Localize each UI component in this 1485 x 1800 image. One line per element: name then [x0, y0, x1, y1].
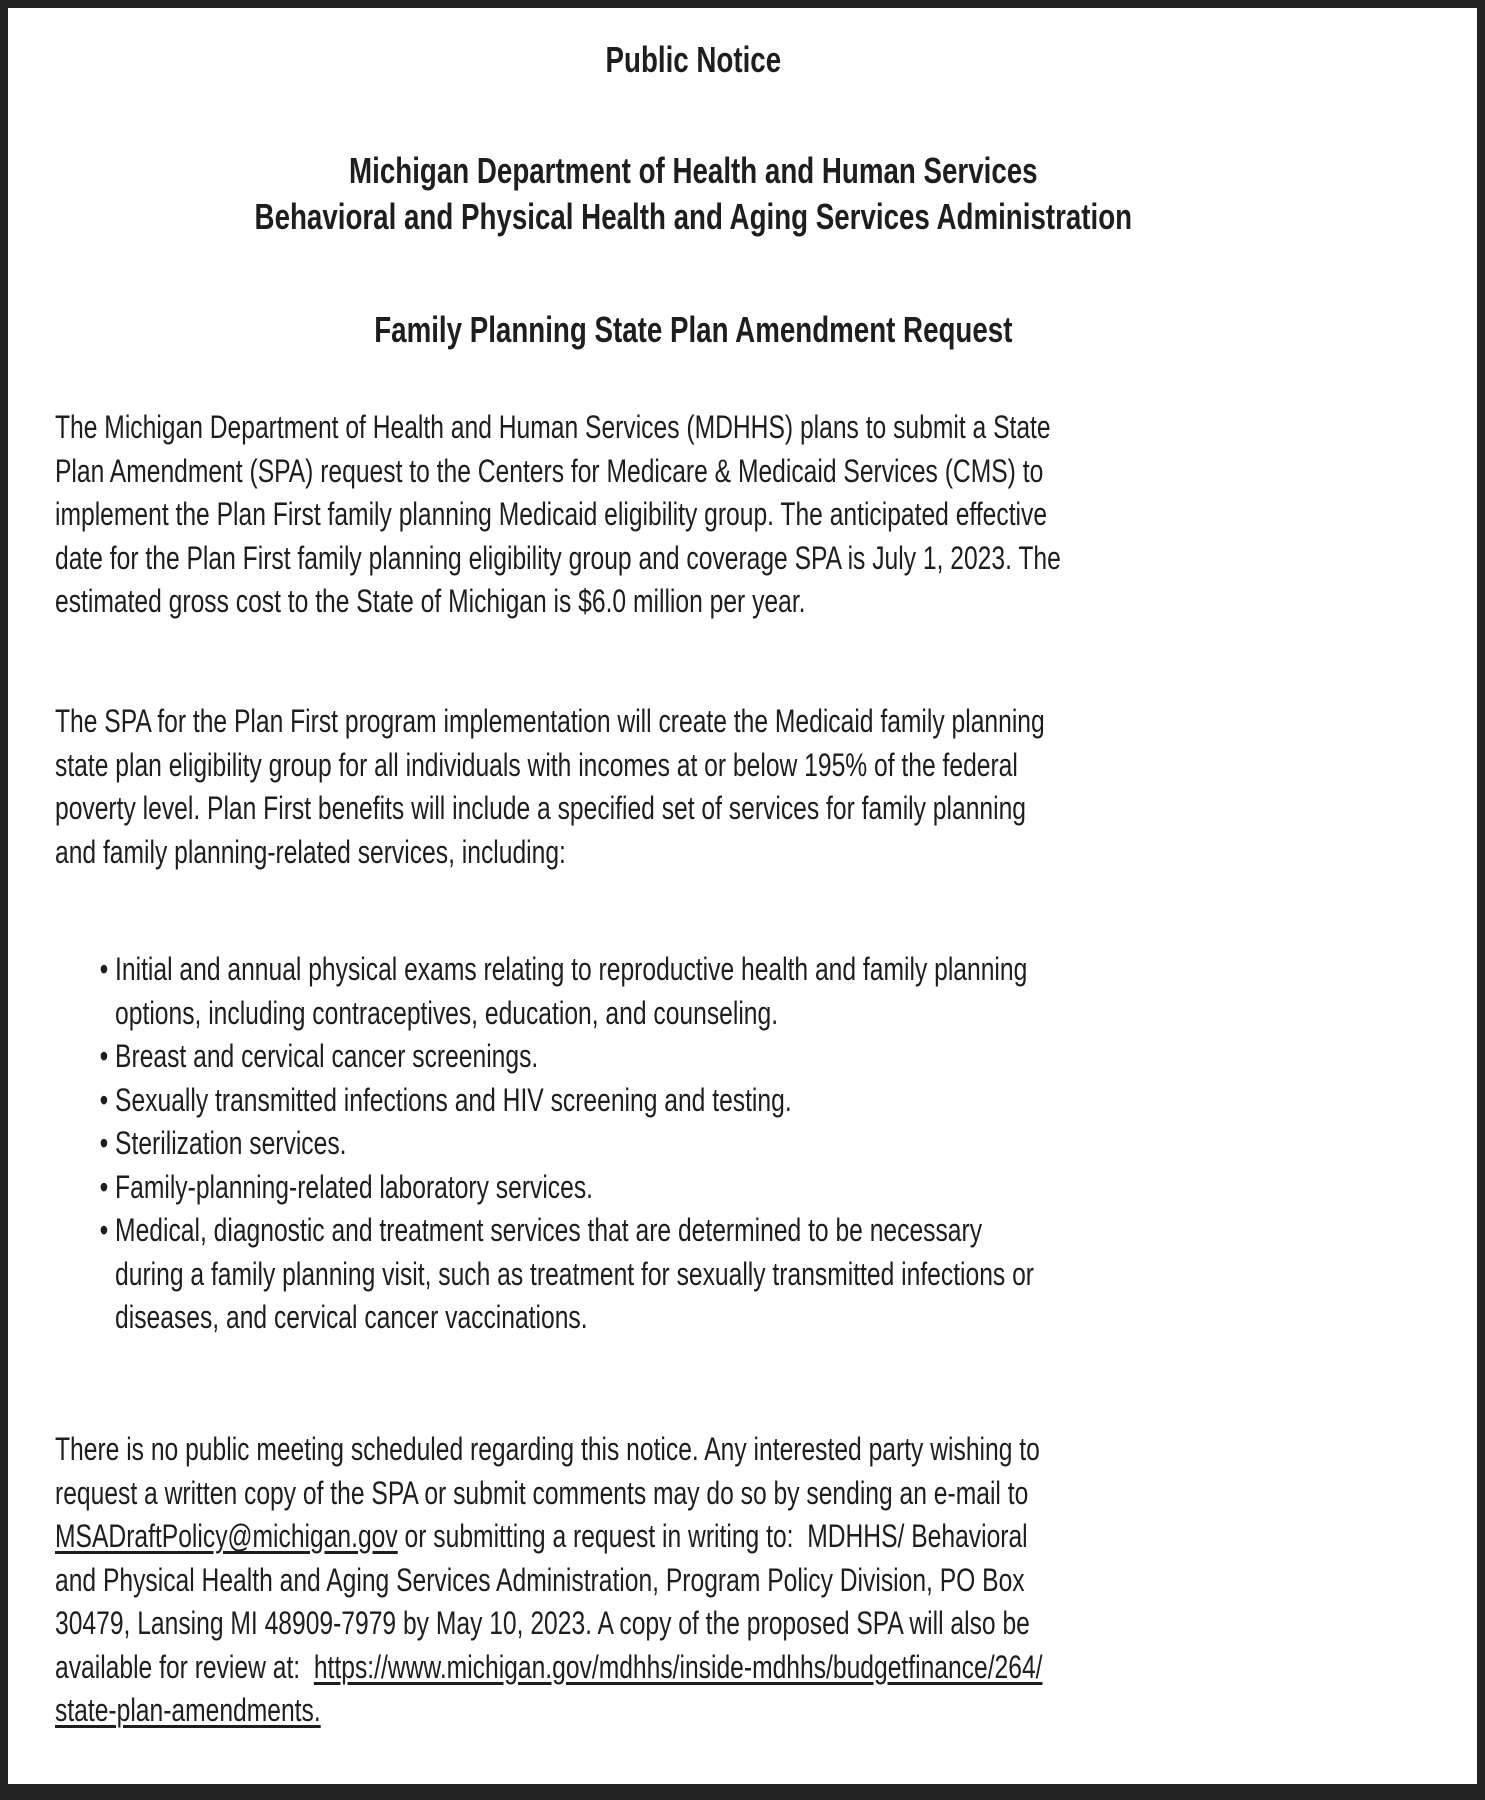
intro-line: date for the Plan First family planning eligibility group and coverage SPA is July 1, 2023. The — [55, 539, 1061, 576]
scope-line: The SPA for the Plan First program implementation will create the Medicaid family planning — [55, 703, 1045, 739]
bullet-icon: • — [99, 1081, 109, 1118]
list-item: • Sexually transmitted infections and HIV screening and testing. — [55, 1079, 1256, 1123]
bullet-icon: • — [99, 1038, 109, 1074]
administration-name: Behavioral and Physical Health and Aging Services Administration — [254, 196, 1133, 237]
scope-line: and family planning-related services, including: — [55, 833, 566, 870]
intro-paragraph — [55, 406, 1256, 624]
public-notice-page — [8, 8, 1477, 1784]
scope-paragraph — [55, 700, 1256, 874]
scope-line: state plan eligibility group for all individuals with incomes at or below 195% of the federal — [55, 746, 1018, 783]
scope-line: poverty level. Plan First benefits will include a specified set of services for family planning — [55, 790, 1026, 826]
spa-url-link-continued[interactable]: state-plan-amendments. — [55, 1692, 321, 1728]
spa-url-link[interactable]: https://www.michigan.gov/mdhhs/inside-mdhhs/budgetfinance/264/ — [313, 1648, 1043, 1685]
list-item: • Initial and annual physical exams relating to reproductive health and family planning options, including contraceptives, education, and counseling. — [55, 948, 1256, 1035]
agency-name: Michigan Department of Health and Human Services — [349, 150, 1038, 191]
list-item: • Sterilization services. — [55, 1122, 1256, 1166]
services-list — [55, 948, 1256, 1340]
bullet-icon: • — [99, 1212, 109, 1248]
notice-subject: Family Planning State Plan Amendment Request — [374, 309, 1013, 350]
intro-line: The Michigan Department of Health and Human Services (MDHHS) plans to submit a State — [55, 409, 1051, 445]
intro-line: Plan Amendment (SPA) request to the Centers for Medicare & Medicaid Services (CMS) to — [55, 452, 1044, 489]
bullet-icon: • — [99, 1125, 109, 1161]
bullet-icon: • — [99, 951, 109, 987]
intro-line: estimated gross cost to the State of Michigan is $6.0 million per year. — [55, 583, 806, 619]
bullet-icon: • — [99, 1168, 109, 1205]
list-item: • Breast and cervical cancer screenings. — [55, 1035, 1256, 1079]
notice-title: Public Notice — [605, 39, 782, 80]
intro-line: implement the Plan First family planning Medicaid eligibility group. The anticipated effective — [55, 496, 1048, 532]
agency-heading — [8, 148, 1379, 240]
list-item: • Family-planning-related laboratory services. — [55, 1166, 1256, 1210]
email-link[interactable]: MSADraftPolicy@michigan.gov — [55, 1518, 398, 1554]
closing-paragraph: There is no public meeting scheduled regarding this notice. Any interested party wishing to request a written copy of the SPA or submit comments may do so by sending an e-mail to MSADraftPolicy@michigan.gov or submitting a request in writing to: MDHHS/ Behavioral and Physical Health and Aging Services Administration, Program Policy Division, PO Box 30479, Lansing MI 48909-7979 by May 10, 2023. A copy of the proposed SPA will also be available for review at: https://www.michigan.gov/mdhhs/inside-mdhhs/budgetfinance/264/ state-plan-amendments. — [55, 1431, 1043, 1728]
list-item: • Medical, diagnostic and treatment services that are determined to be necessary during a family planning visit, such as treatment for sexually transmitted infections or diseases, and cervical cancer vaccinations. — [55, 1209, 1256, 1340]
